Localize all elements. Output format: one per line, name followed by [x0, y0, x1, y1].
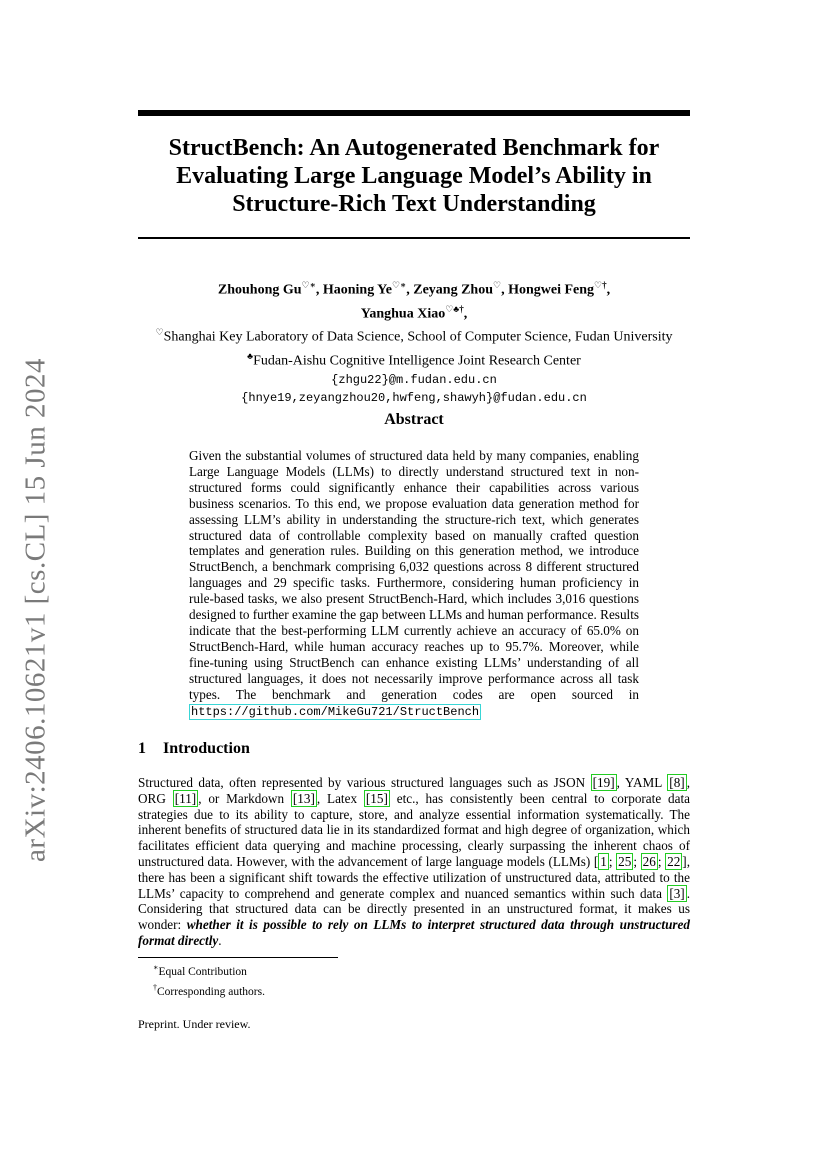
abstract-text: Given the substantial volumes of structured data held by many companies, enabling Large Language Models (LLMs) to directly understand structured text in non-structured forms could significantly enhance their capabilities across various business scenarios. To this end, we propose evaluation data generation method for assessing LLM’s ability in understanding the structure-rich text, which generates structured data of controllable complexity based on manually crafted question templates and generation rules. Building on this generation method, we introduce StructBench, a benchmark comprising 6,032 questions across 8 different structured languages and 29 specific tasks. Furthermore, considering human proficiency in rule-based tasks, we also present StructBench-Hard, which includes 3,016 questions designed to further examine the gap between LLMs and human performance. Results indicate that the best-performing LLM currently achieve an accuracy of 65.0% on StructBench-Hard, while human accuracy reaches up to 95.7%. Moreover, while fine-tuning using StructBench can enhance existing LLMs’ understanding of all structured languages, it does not necessarily improve performance across all task types. The benchmark and generation codes are open sourced in	[189, 448, 639, 702]
citation-link[interactable]: [19]	[592, 775, 615, 790]
footnote-mark: ∗	[153, 963, 159, 972]
citation-link[interactable]: 22	[667, 853, 681, 869]
author-mark: ♡∗	[391, 280, 407, 290]
text-run: etc., has consistently been central to corporate data strategies due to its ability to capture, store, and analyze essential information systematically. The inherent benefits of structured data lie in its standardized format and high degree of organization, which facilitates efficient data querying and machine processing, clearly surpassing the inherent chaos of unstructured data. However, with the advancement of large language models (LLMs) [	[138, 790, 690, 869]
affiliation-1	[138, 323, 690, 347]
text-run: ;	[633, 853, 641, 869]
text-run: ;	[657, 853, 666, 869]
text-run: , YAML	[616, 775, 668, 790]
author-mark: ♡♣†	[445, 303, 464, 314]
author-name: Hongwei Feng	[508, 282, 595, 298]
title-bottom-rule	[138, 237, 690, 239]
abstract-heading: Abstract	[384, 411, 444, 428]
affiliation-2	[138, 347, 690, 371]
text-run: , ORG	[138, 775, 690, 806]
footnote-text: Equal Contribution	[158, 965, 247, 978]
intro-paragraph	[138, 775, 690, 949]
abstract-body	[189, 448, 639, 720]
author-name: Haoning Ye	[322, 282, 392, 298]
citation-link[interactable]: 1	[600, 853, 607, 869]
section-title: Introduction	[163, 740, 250, 757]
arxiv-id: arXiv:2406.10621v1 [cs.CL] 15 Jun 2024	[19, 358, 52, 862]
github-link[interactable]: https://github.com/MikeGu721/StructBench	[191, 704, 480, 719]
text-run: ], there has been a significant shift towards the effective utilization of unstructured data, attributed to the LLMs’ capacity to comprehend and generate complex and nuanced semantics within such data	[138, 853, 690, 901]
email-1: {zhgu22}@m.fudan.edu.cn	[331, 372, 497, 387]
footnote-mark: †	[153, 982, 157, 992]
text-run: Structured data, often represented by various structured languages such as JSON	[138, 775, 591, 790]
text-run: , or Markdown	[198, 790, 291, 806]
author-line-1: Zhouhong Gu♡∗, Haoning Ye♡∗, Zeyang Zhou♡, Hongwei Feng♡†,	[217, 280, 611, 298]
paper-title: StructBench: An Autogenerated Benchmark for Evaluating Large Language Model’s Ability in Structure-Rich Text Understanding	[168, 135, 660, 217]
footnote-text: Corresponding authors.	[157, 985, 265, 998]
citation-link[interactable]: [15]	[365, 790, 388, 806]
text-run: ;	[608, 853, 617, 869]
author-name: Yanghua Xiao	[360, 306, 446, 322]
author-name: Zhouhong Gu	[217, 282, 302, 298]
citation-link[interactable]: [3]	[669, 885, 685, 901]
author-mark: ♡†	[594, 280, 607, 290]
footnote-1	[153, 960, 265, 980]
author-line-2: Yanghua Xiao♡♣†,	[360, 303, 468, 322]
email-2: {hnye19,zeyangzhou20,hwfeng,shawyh}@fudan.edu.cn	[241, 390, 587, 405]
author-block	[138, 276, 690, 407]
citation-link[interactable]: 25	[618, 853, 632, 869]
section-heading	[138, 740, 250, 758]
affiliation-mark: ♡	[155, 327, 164, 338]
text-run: , Latex	[316, 790, 364, 806]
citation-link[interactable]: [11]	[174, 790, 197, 806]
affiliation-mark: ♣	[247, 350, 254, 361]
arxiv-stamp	[0, 0, 72, 1171]
text-run: . Considering that structured data can be directly presented in an unstructured format, it makes us wonder:	[138, 885, 690, 933]
section-number: 1	[138, 740, 146, 757]
affiliation-text: Fudan-Aishu Cognitive Intelligence Joint Research Center	[253, 353, 581, 369]
citation-link[interactable]: 26	[642, 853, 656, 869]
citation-link[interactable]: [8]	[669, 775, 685, 790]
emphasized-question: whether it is possible to rely on LLMs to interpret structured data through unstructured format directly	[138, 917, 691, 948]
text-run: .	[218, 932, 222, 948]
footnote-2	[153, 980, 265, 1000]
author-mark: ♡	[493, 280, 502, 290]
author-name: Zeyang Zhou	[413, 282, 493, 298]
affiliation-text: Shanghai Key Laboratory of Data Science, School of Computer Science, Fudan University	[163, 329, 673, 345]
footnotes	[153, 960, 265, 1000]
footnote-rule	[138, 957, 338, 958]
citation-link[interactable]: [13]	[292, 790, 315, 806]
preprint-notice: Preprint. Under review.	[138, 1017, 251, 1031]
author-mark: ♡∗	[301, 280, 316, 290]
title-top-rule	[138, 110, 690, 116]
